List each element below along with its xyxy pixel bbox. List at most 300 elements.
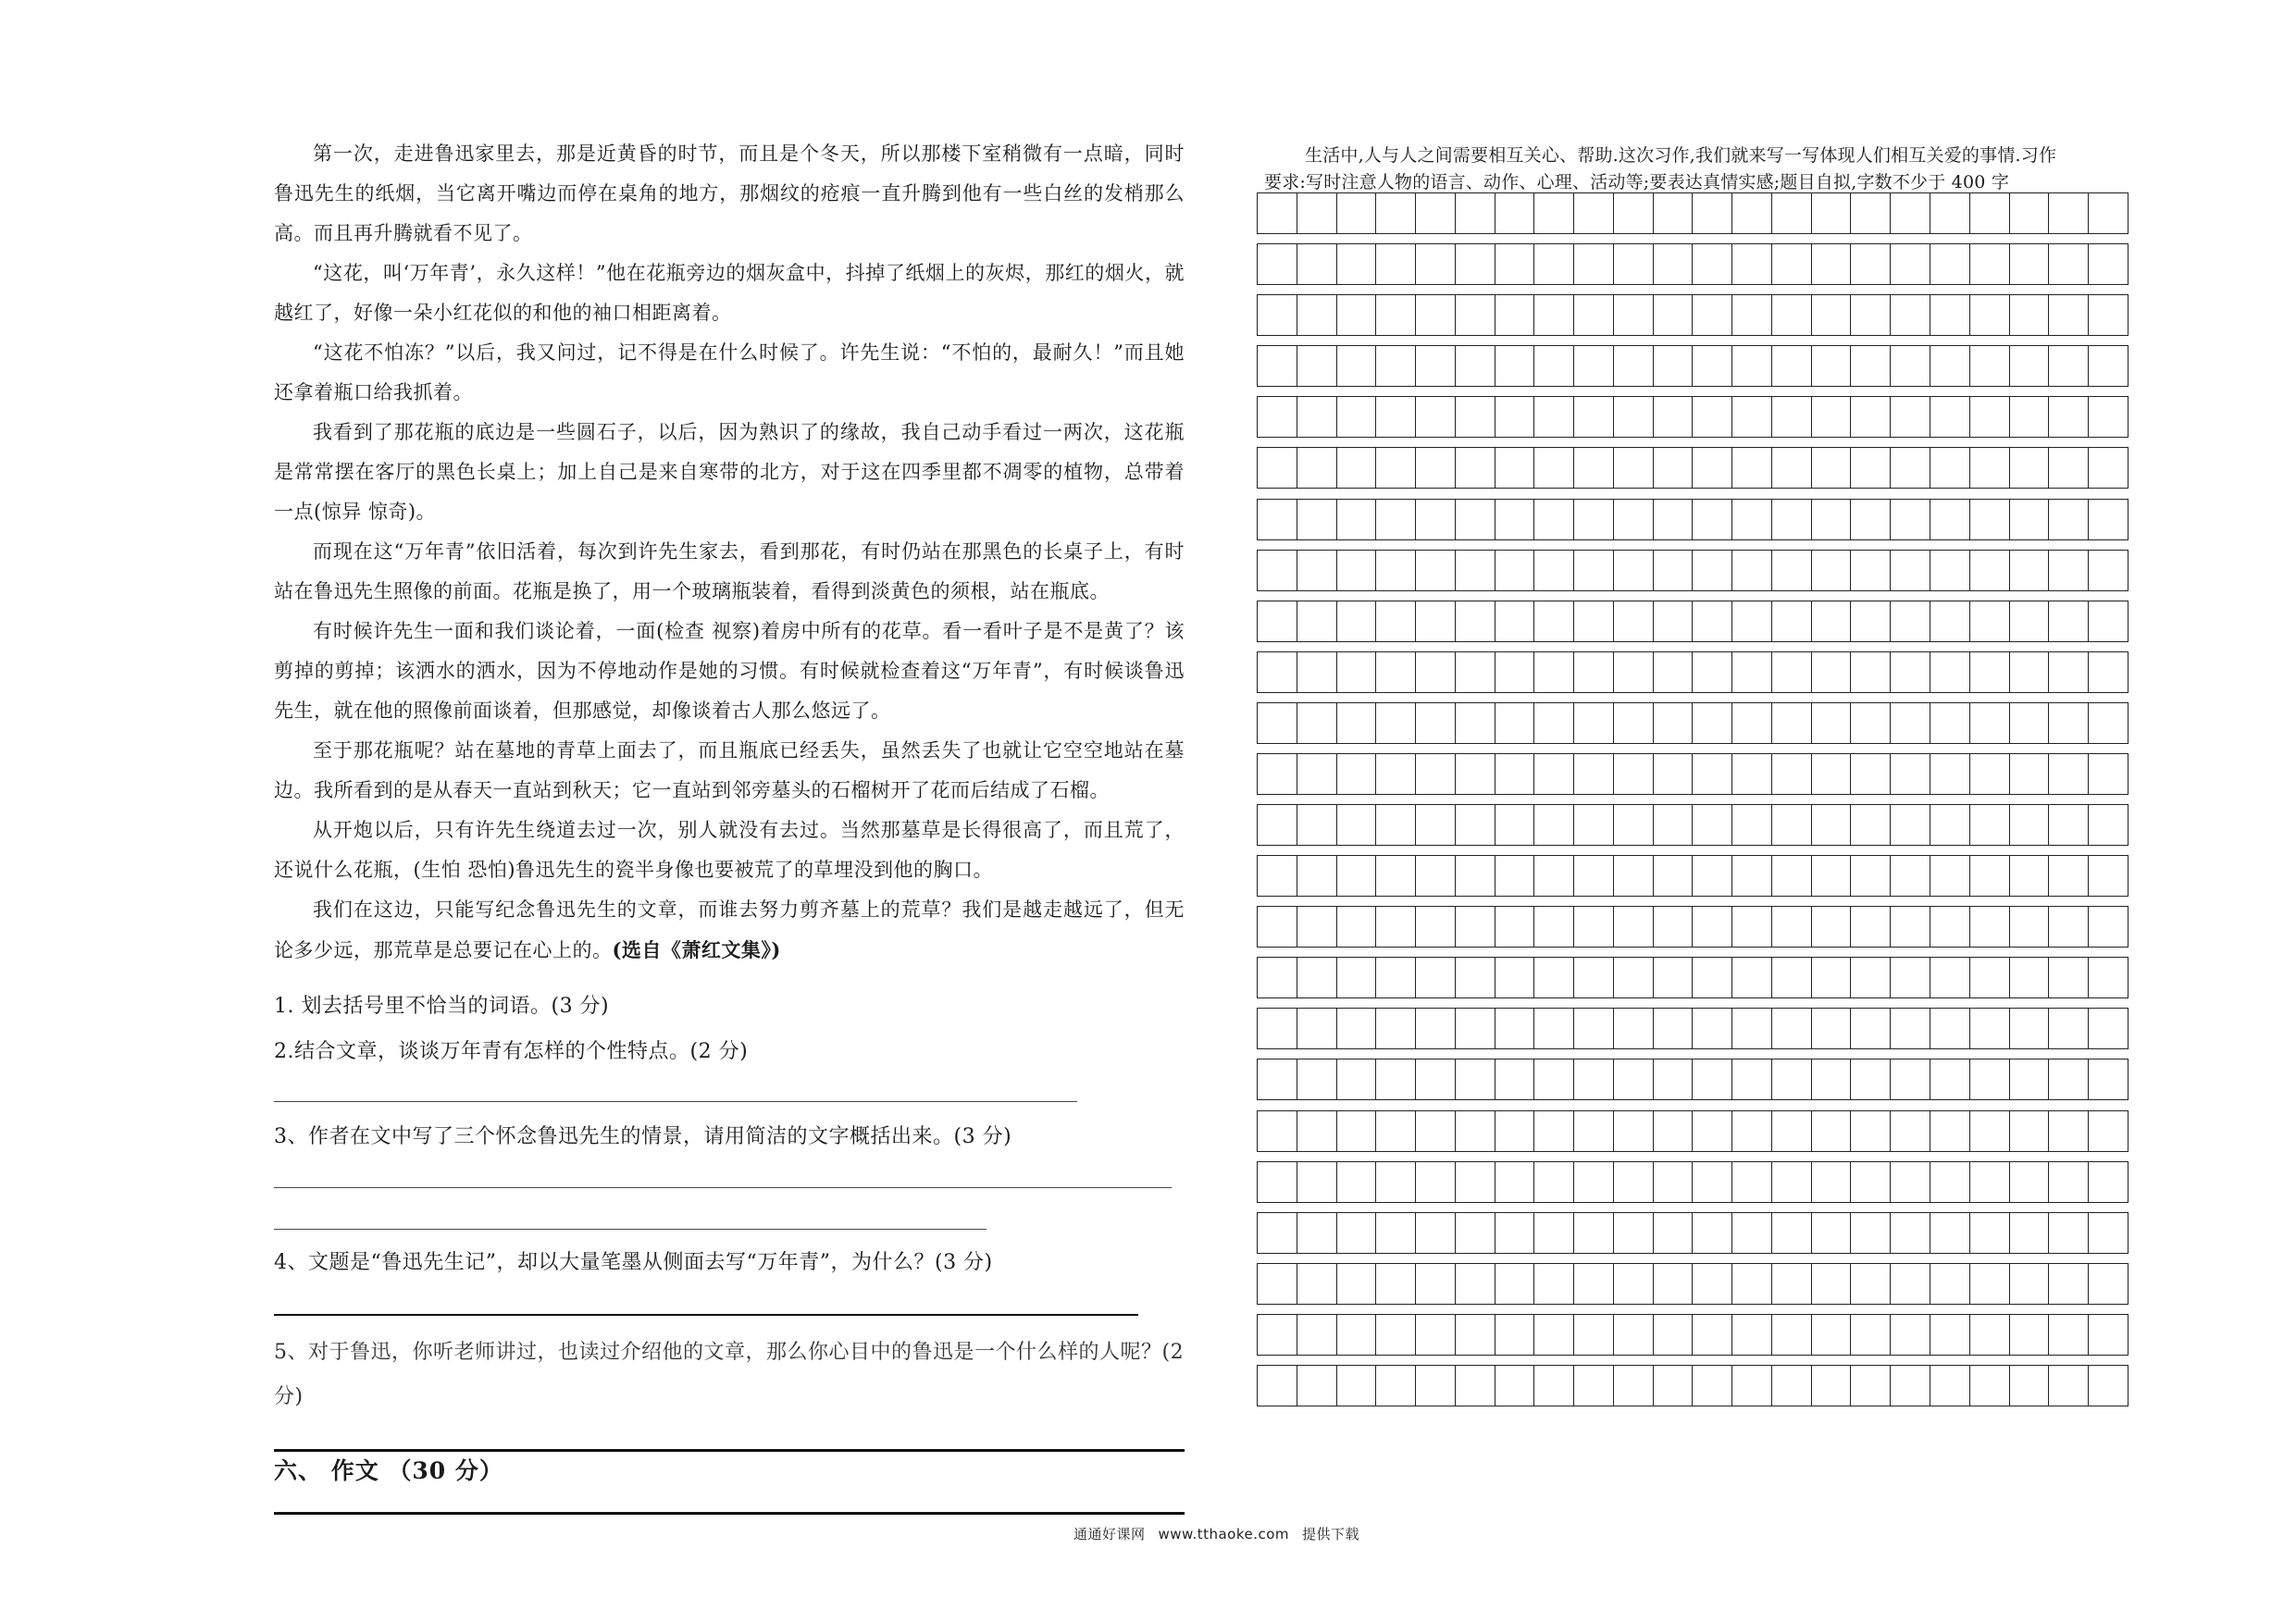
grid-cell[interactable] — [1614, 601, 1654, 641]
grid-cell[interactable] — [1456, 1009, 1496, 1048]
grid-cell[interactable] — [1258, 193, 1297, 233]
grid-cell[interactable] — [2010, 551, 2050, 590]
grid-cell[interactable] — [1258, 397, 1297, 437]
grid-cell[interactable] — [1772, 1264, 1812, 1304]
grid-cell[interactable] — [1732, 193, 1772, 233]
grid-cell[interactable] — [1416, 193, 1456, 233]
grid-cell[interactable] — [1376, 1213, 1416, 1253]
grid-cell[interactable] — [1930, 244, 1970, 284]
grid-cell[interactable] — [1930, 601, 1970, 641]
grid-cell[interactable] — [1930, 346, 1970, 386]
grid-cell[interactable] — [1496, 193, 1535, 233]
grid-cell[interactable] — [1416, 1366, 1456, 1406]
grid-cell[interactable] — [1891, 295, 1930, 335]
grid-cell[interactable] — [1930, 295, 1970, 335]
grid-cell[interactable] — [1851, 1059, 1891, 1099]
grid-cell[interactable] — [1258, 1315, 1297, 1355]
grid-row[interactable] — [1257, 957, 2128, 998]
grid-cell[interactable] — [1614, 1111, 1654, 1151]
grid-cell[interactable] — [1297, 907, 1337, 947]
grid-cell[interactable] — [2089, 601, 2128, 641]
grid-cell[interactable] — [1297, 1264, 1337, 1304]
grid-cell[interactable] — [1772, 397, 1812, 437]
grid-cell[interactable] — [1416, 346, 1456, 386]
grid-cell[interactable] — [1376, 295, 1416, 335]
grid-cell[interactable] — [1930, 551, 1970, 590]
grid-cell[interactable] — [1574, 754, 1614, 794]
grid-cell[interactable] — [1297, 1366, 1337, 1406]
grid-cell[interactable] — [1574, 346, 1614, 386]
grid-cell[interactable] — [1416, 754, 1456, 794]
grid-cell[interactable] — [1258, 601, 1297, 641]
grid-cell[interactable] — [2089, 652, 2128, 692]
grid-cell[interactable] — [2089, 1315, 2128, 1355]
grid-cell[interactable] — [1456, 1315, 1496, 1355]
grid-cell[interactable] — [1416, 1213, 1456, 1253]
grid-cell[interactable] — [2089, 1111, 2128, 1151]
grid-cell[interactable] — [1732, 754, 1772, 794]
grid-cell[interactable] — [1376, 1059, 1416, 1099]
grid-cell[interactable] — [1930, 1111, 1970, 1151]
grid-cell[interactable] — [1376, 448, 1416, 488]
grid-cell[interactable] — [1970, 805, 2010, 845]
grid-row[interactable] — [1257, 1365, 2128, 1406]
grid-cell[interactable] — [1456, 397, 1496, 437]
grid-cell[interactable] — [1496, 551, 1535, 590]
grid-cell[interactable] — [1337, 703, 1377, 743]
grid-row[interactable] — [1257, 550, 2128, 591]
grid-cell[interactable] — [1456, 1213, 1496, 1253]
grid-cell[interactable] — [1772, 295, 1812, 335]
grid-cell[interactable] — [1851, 500, 1891, 539]
grid-cell[interactable] — [1654, 1162, 1694, 1202]
grid-cell[interactable] — [2010, 1111, 2050, 1151]
grid-cell[interactable] — [1693, 1059, 1732, 1099]
grid-cell[interactable] — [1970, 754, 2010, 794]
grid-cell[interactable] — [1534, 1111, 1574, 1151]
grid-cell[interactable] — [1614, 346, 1654, 386]
grid-cell[interactable] — [1812, 1264, 1852, 1304]
grid-cell[interactable] — [2049, 958, 2089, 997]
grid-cell[interactable] — [1654, 500, 1694, 539]
grid-cell[interactable] — [1930, 1213, 1970, 1253]
grid-row[interactable] — [1257, 1008, 2128, 1049]
grid-cell[interactable] — [1534, 1264, 1574, 1304]
grid-cell[interactable] — [1496, 703, 1535, 743]
grid-cell[interactable] — [1891, 500, 1930, 539]
grid-row[interactable] — [1257, 499, 2128, 540]
answer-line-q3-1[interactable] — [274, 1187, 1172, 1188]
grid-cell[interactable] — [1456, 295, 1496, 335]
grid-cell[interactable] — [1812, 1059, 1852, 1099]
grid-cell[interactable] — [1654, 295, 1694, 335]
grid-cell[interactable] — [1772, 601, 1812, 641]
grid-cell[interactable] — [1456, 754, 1496, 794]
grid-cell[interactable] — [1614, 1315, 1654, 1355]
grid-cell[interactable] — [1732, 1366, 1772, 1406]
grid-cell[interactable] — [1496, 1366, 1535, 1406]
grid-cell[interactable] — [1930, 1366, 1970, 1406]
grid-cell[interactable] — [1574, 244, 1614, 284]
grid-cell[interactable] — [1297, 397, 1337, 437]
grid-cell[interactable] — [2010, 1315, 2050, 1355]
grid-cell[interactable] — [1614, 1059, 1654, 1099]
grid-cell[interactable] — [1693, 856, 1732, 896]
grid-cell[interactable] — [1416, 551, 1456, 590]
grid-cell[interactable] — [1376, 958, 1416, 997]
grid-cell[interactable] — [2049, 193, 2089, 233]
grid-cell[interactable] — [1732, 244, 1772, 284]
grid-cell[interactable] — [1772, 244, 1812, 284]
grid-cell[interactable] — [1851, 958, 1891, 997]
grid-cell[interactable] — [2089, 805, 2128, 845]
grid-cell[interactable] — [1376, 1264, 1416, 1304]
grid-cell[interactable] — [1654, 1059, 1694, 1099]
grid-cell[interactable] — [1812, 958, 1852, 997]
grid-cell[interactable] — [2010, 856, 2050, 896]
grid-cell[interactable] — [2010, 448, 2050, 488]
grid-cell[interactable] — [1693, 397, 1732, 437]
grid-cell[interactable] — [1534, 295, 1574, 335]
grid-cell[interactable] — [1337, 1111, 1377, 1151]
grid-cell[interactable] — [2089, 1366, 2128, 1406]
grid-cell[interactable] — [1930, 500, 1970, 539]
grid-cell[interactable] — [1297, 1111, 1337, 1151]
grid-cell[interactable] — [1732, 703, 1772, 743]
grid-cell[interactable] — [1496, 601, 1535, 641]
grid-cell[interactable] — [1416, 907, 1456, 947]
composition-grid[interactable] — [1257, 192, 2128, 1416]
grid-cell[interactable] — [1534, 754, 1574, 794]
grid-cell[interactable] — [1970, 295, 2010, 335]
grid-cell[interactable] — [1851, 397, 1891, 437]
grid-cell[interactable] — [2010, 703, 2050, 743]
grid-cell[interactable] — [2049, 1213, 2089, 1253]
grid-cell[interactable] — [1534, 1366, 1574, 1406]
grid-cell[interactable] — [1891, 448, 1930, 488]
grid-cell[interactable] — [2049, 1111, 2089, 1151]
grid-cell[interactable] — [2010, 1366, 2050, 1406]
grid-cell[interactable] — [2089, 703, 2128, 743]
grid-cell[interactable] — [1851, 754, 1891, 794]
grid-cell[interactable] — [1812, 346, 1852, 386]
grid-cell[interactable] — [1534, 1315, 1574, 1355]
grid-cell[interactable] — [1297, 551, 1337, 590]
grid-cell[interactable] — [1970, 958, 2010, 997]
grid-cell[interactable] — [1297, 1213, 1337, 1253]
grid-cell[interactable] — [1258, 1162, 1297, 1202]
grid-cell[interactable] — [1496, 856, 1535, 896]
grid-cell[interactable] — [1851, 346, 1891, 386]
grid-cell[interactable] — [1297, 856, 1337, 896]
grid-cell[interactable] — [2049, 448, 2089, 488]
grid-cell[interactable] — [1337, 1315, 1377, 1355]
grid-cell[interactable] — [1456, 1366, 1496, 1406]
grid-cell[interactable] — [1772, 551, 1812, 590]
grid-cell[interactable] — [1693, 601, 1732, 641]
grid-cell[interactable] — [1693, 1009, 1732, 1048]
grid-cell[interactable] — [1456, 805, 1496, 845]
grid-cell[interactable] — [1337, 652, 1377, 692]
grid-cell[interactable] — [1614, 805, 1654, 845]
grid-cell[interactable] — [1376, 500, 1416, 539]
grid-cell[interactable] — [1337, 856, 1377, 896]
grid-cell[interactable] — [1970, 500, 2010, 539]
grid-cell[interactable] — [1456, 1111, 1496, 1151]
grid-cell[interactable] — [1772, 1315, 1812, 1355]
grid-cell[interactable] — [2010, 346, 2050, 386]
grid-cell[interactable] — [1376, 907, 1416, 947]
grid-cell[interactable] — [1416, 601, 1456, 641]
grid-row[interactable] — [1257, 192, 2128, 234]
grid-cell[interactable] — [1851, 856, 1891, 896]
grid-cell[interactable] — [1891, 1315, 1930, 1355]
grid-cell[interactable] — [1891, 958, 1930, 997]
grid-cell[interactable] — [1891, 805, 1930, 845]
grid-cell[interactable] — [1337, 754, 1377, 794]
grid-cell[interactable] — [1732, 1009, 1772, 1048]
grid-cell[interactable] — [1693, 1213, 1732, 1253]
grid-cell[interactable] — [1534, 703, 1574, 743]
grid-cell[interactable] — [1930, 193, 1970, 233]
grid-cell[interactable] — [1930, 1059, 1970, 1099]
grid-cell[interactable] — [1891, 244, 1930, 284]
grid-cell[interactable] — [1416, 703, 1456, 743]
grid-cell[interactable] — [1812, 754, 1852, 794]
grid-cell[interactable] — [2089, 1009, 2128, 1048]
grid-row[interactable] — [1257, 396, 2128, 438]
grid-cell[interactable] — [1693, 346, 1732, 386]
grid-cell[interactable] — [1337, 397, 1377, 437]
grid-cell[interactable] — [1693, 551, 1732, 590]
grid-cell[interactable] — [1534, 500, 1574, 539]
grid-cell[interactable] — [1891, 1366, 1930, 1406]
grid-cell[interactable] — [1772, 1059, 1812, 1099]
grid-cell[interactable] — [1614, 958, 1654, 997]
grid-cell[interactable] — [1693, 652, 1732, 692]
grid-cell[interactable] — [1891, 652, 1930, 692]
grid-cell[interactable] — [1930, 397, 1970, 437]
grid-cell[interactable] — [1732, 346, 1772, 386]
grid-row[interactable] — [1257, 1110, 2128, 1152]
grid-cell[interactable] — [1812, 244, 1852, 284]
grid-cell[interactable] — [1376, 754, 1416, 794]
grid-cell[interactable] — [1496, 346, 1535, 386]
grid-row[interactable] — [1257, 702, 2128, 744]
grid-cell[interactable] — [1654, 1009, 1694, 1048]
grid-row[interactable] — [1257, 1263, 2128, 1305]
grid-cell[interactable] — [1376, 244, 1416, 284]
grid-cell[interactable] — [1496, 1213, 1535, 1253]
grid-cell[interactable] — [1930, 1162, 1970, 1202]
grid-cell[interactable] — [2089, 958, 2128, 997]
grid-cell[interactable] — [1970, 1059, 2010, 1099]
grid-cell[interactable] — [1614, 397, 1654, 437]
grid-cell[interactable] — [1376, 397, 1416, 437]
grid-cell[interactable] — [1337, 1213, 1377, 1253]
grid-cell[interactable] — [1534, 856, 1574, 896]
grid-cell[interactable] — [1534, 958, 1574, 997]
grid-cell[interactable] — [2010, 907, 2050, 947]
grid-cell[interactable] — [1772, 1162, 1812, 1202]
grid-cell[interactable] — [1772, 754, 1812, 794]
grid-cell[interactable] — [1376, 856, 1416, 896]
grid-cell[interactable] — [2049, 1059, 2089, 1099]
grid-cell[interactable] — [1416, 1264, 1456, 1304]
grid-cell[interactable] — [1614, 1162, 1654, 1202]
grid-cell[interactable] — [1297, 448, 1337, 488]
grid-cell[interactable] — [1337, 1366, 1377, 1406]
grid-cell[interactable] — [1258, 500, 1297, 539]
grid-cell[interactable] — [2089, 1059, 2128, 1099]
grid-cell[interactable] — [1772, 1213, 1812, 1253]
grid-cell[interactable] — [1456, 1162, 1496, 1202]
grid-cell[interactable] — [1891, 397, 1930, 437]
grid-cell[interactable] — [1693, 193, 1732, 233]
grid-cell[interactable] — [1258, 754, 1297, 794]
grid-cell[interactable] — [1693, 448, 1732, 488]
grid-cell[interactable] — [1574, 1213, 1614, 1253]
grid-cell[interactable] — [1930, 958, 1970, 997]
grid-cell[interactable] — [1772, 500, 1812, 539]
grid-cell[interactable] — [1851, 1264, 1891, 1304]
grid-cell[interactable] — [1732, 958, 1772, 997]
grid-cell[interactable] — [1258, 1366, 1297, 1406]
grid-cell[interactable] — [1258, 805, 1297, 845]
grid-cell[interactable] — [1376, 1009, 1416, 1048]
grid-cell[interactable] — [1970, 1315, 2010, 1355]
grid-cell[interactable] — [1258, 346, 1297, 386]
grid-cell[interactable] — [1456, 1264, 1496, 1304]
grid-cell[interactable] — [1297, 295, 1337, 335]
grid-cell[interactable] — [2089, 1162, 2128, 1202]
grid-cell[interactable] — [1258, 907, 1297, 947]
grid-cell[interactable] — [1614, 295, 1654, 335]
grid-cell[interactable] — [1337, 1264, 1377, 1304]
grid-cell[interactable] — [1614, 551, 1654, 590]
grid-cell[interactable] — [1456, 958, 1496, 997]
grid-cell[interactable] — [1930, 1264, 1970, 1304]
grid-cell[interactable] — [1930, 754, 1970, 794]
grid-row[interactable] — [1257, 345, 2128, 387]
grid-cell[interactable] — [1574, 397, 1614, 437]
grid-cell[interactable] — [2010, 193, 2050, 233]
grid-cell[interactable] — [1614, 448, 1654, 488]
grid-cell[interactable] — [1337, 500, 1377, 539]
grid-cell[interactable] — [1812, 448, 1852, 488]
grid-cell[interactable] — [1416, 397, 1456, 437]
grid-cell[interactable] — [2049, 1264, 2089, 1304]
grid-cell[interactable] — [1654, 1264, 1694, 1304]
grid-cell[interactable] — [1416, 856, 1456, 896]
grid-cell[interactable] — [1851, 551, 1891, 590]
grid-cell[interactable] — [1812, 397, 1852, 437]
grid-cell[interactable] — [1654, 754, 1694, 794]
grid-cell[interactable] — [1970, 1213, 2010, 1253]
grid-cell[interactable] — [1574, 907, 1614, 947]
grid-cell[interactable] — [2010, 754, 2050, 794]
grid-cell[interactable] — [2010, 601, 2050, 641]
grid-cell[interactable] — [1534, 551, 1574, 590]
grid-cell[interactable] — [2010, 397, 2050, 437]
grid-cell[interactable] — [1693, 295, 1732, 335]
grid-row[interactable] — [1257, 855, 2128, 897]
grid-cell[interactable] — [1891, 754, 1930, 794]
grid-cell[interactable] — [1930, 1315, 1970, 1355]
grid-cell[interactable] — [1574, 805, 1614, 845]
grid-cell[interactable] — [1297, 601, 1337, 641]
grid-cell[interactable] — [1772, 958, 1812, 997]
grid-cell[interactable] — [1297, 1059, 1337, 1099]
answer-line-q3-2[interactable] — [274, 1229, 987, 1230]
grid-cell[interactable] — [1534, 1162, 1574, 1202]
grid-cell[interactable] — [2049, 551, 2089, 590]
grid-cell[interactable] — [1812, 1213, 1852, 1253]
grid-cell[interactable] — [1574, 652, 1614, 692]
grid-cell[interactable] — [1654, 703, 1694, 743]
grid-cell[interactable] — [1654, 1315, 1694, 1355]
grid-cell[interactable] — [1693, 958, 1732, 997]
grid-cell[interactable] — [1297, 1009, 1337, 1048]
grid-cell[interactable] — [1891, 1162, 1930, 1202]
grid-cell[interactable] — [1772, 856, 1812, 896]
grid-cell[interactable] — [1574, 856, 1614, 896]
grid-cell[interactable] — [1693, 1111, 1732, 1151]
grid-cell[interactable] — [1416, 244, 1456, 284]
grid-row[interactable] — [1257, 1161, 2128, 1203]
grid-row[interactable] — [1257, 243, 2128, 285]
grid-cell[interactable] — [1574, 958, 1614, 997]
grid-cell[interactable] — [1614, 754, 1654, 794]
grid-cell[interactable] — [1732, 907, 1772, 947]
grid-cell[interactable] — [1772, 346, 1812, 386]
grid-cell[interactable] — [1891, 1213, 1930, 1253]
grid-cell[interactable] — [1693, 754, 1732, 794]
grid-cell[interactable] — [1534, 244, 1574, 284]
grid-cell[interactable] — [1534, 601, 1574, 641]
grid-cell[interactable] — [2010, 1009, 2050, 1048]
grid-cell[interactable] — [1732, 500, 1772, 539]
grid-cell[interactable] — [1258, 551, 1297, 590]
grid-cell[interactable] — [2089, 754, 2128, 794]
grid-cell[interactable] — [1732, 1264, 1772, 1304]
grid-cell[interactable] — [2089, 193, 2128, 233]
grid-cell[interactable] — [1376, 1315, 1416, 1355]
grid-cell[interactable] — [1693, 805, 1732, 845]
grid-cell[interactable] — [2089, 346, 2128, 386]
grid-cell[interactable] — [2049, 295, 2089, 335]
grid-cell[interactable] — [1614, 193, 1654, 233]
grid-cell[interactable] — [1456, 346, 1496, 386]
grid-cell[interactable] — [1416, 652, 1456, 692]
grid-cell[interactable] — [1654, 601, 1694, 641]
grid-cell[interactable] — [2049, 346, 2089, 386]
grid-cell[interactable] — [2049, 397, 2089, 437]
grid-cell[interactable] — [1337, 346, 1377, 386]
grid-cell[interactable] — [1496, 295, 1535, 335]
grid-cell[interactable] — [1297, 1162, 1337, 1202]
grid-cell[interactable] — [1654, 1366, 1694, 1406]
grid-cell[interactable] — [1812, 652, 1852, 692]
grid-cell[interactable] — [1337, 805, 1377, 845]
grid-cell[interactable] — [1970, 1264, 2010, 1304]
grid-cell[interactable] — [1772, 448, 1812, 488]
grid-cell[interactable] — [2010, 1059, 2050, 1099]
grid-cell[interactable] — [1930, 907, 1970, 947]
grid-cell[interactable] — [2049, 907, 2089, 947]
grid-cell[interactable] — [1258, 1009, 1297, 1048]
grid-cell[interactable] — [1258, 1059, 1297, 1099]
